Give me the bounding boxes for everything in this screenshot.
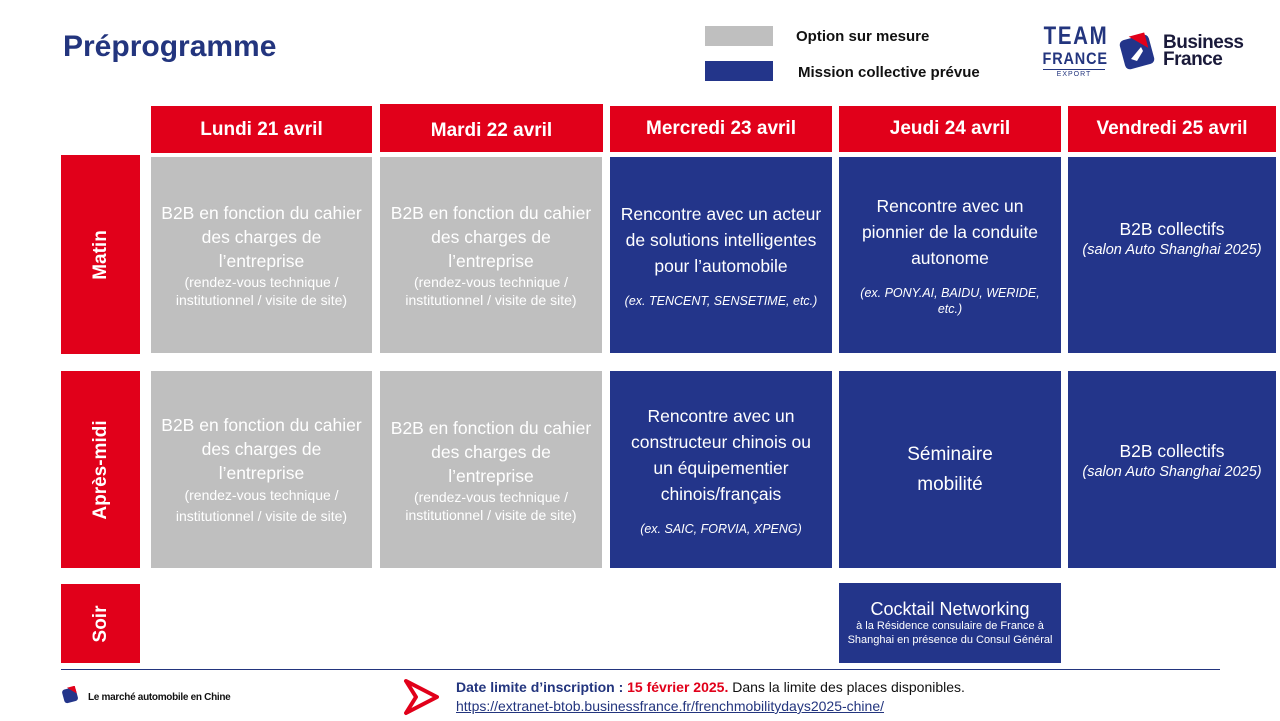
legend-label-mission: Mission collective prévue xyxy=(798,64,980,81)
registration-deadline: Date limite d’inscription : 15 février 2025. Dans la limite des places disponibles. xyxy=(456,679,965,695)
evening-thursday-cell: Cocktail Networking à la Résidence consulaire de France à Shanghai en présence du Consul Général xyxy=(839,583,1061,663)
arrow-icon xyxy=(403,678,439,716)
legend-swatch-mission xyxy=(705,61,773,81)
morning-friday-cell: B2B collectifs (salon Auto Shanghai 2025) xyxy=(1068,157,1276,353)
morning-wednesday-cell: Rencontre avec un acteur de solutions intelligentes pour l’automobile (ex. TENCENT, SENSETIME, etc.) xyxy=(610,157,832,353)
day-header-monday: Lundi 21 avril xyxy=(151,106,372,153)
business-france-logo-text: Business France xyxy=(1163,32,1244,70)
footer-brand-icon xyxy=(62,686,80,704)
afternoon-wednesday-cell: Rencontre avec un constructeur chinois ou un équipementier chinois/français (ex. SAIC, FORVIA, XPENG) xyxy=(610,371,832,568)
afternoon-tuesday-cell: B2B en fonction du cahier des charges de l’entreprise (rendez-vous technique / institutionnel / visite de site) xyxy=(380,371,602,568)
footer-brand-text: Le marché automobile en Chine xyxy=(88,692,231,703)
period-label-afternoon: Après-midi xyxy=(61,371,140,568)
afternoon-friday-cell: B2B collectifs (salon Auto Shanghai 2025) xyxy=(1068,371,1276,568)
morning-tuesday-cell: B2B en fonction du cahier des charges de l’entreprise (rendez-vous technique / institutionnel / visite de site) xyxy=(380,157,602,353)
morning-thursday-cell: Rencontre avec un pionnier de la conduite autonome (ex. PONY.AI, BAIDU, WERIDE, etc.) xyxy=(839,157,1061,353)
morning-monday-cell: B2B en fonction du cahier des charges de l’entreprise (rendez-vous technique / institutionnel / visite de site) xyxy=(151,157,372,353)
day-header-thursday: Jeudi 24 avril xyxy=(839,106,1061,152)
period-label-morning: Matin xyxy=(61,155,140,354)
day-header-friday: Vendredi 25 avril xyxy=(1068,106,1276,152)
registration-link[interactable]: https://extranet-btob.businessfrance.fr/frenchmobilitydays2025-chine/ xyxy=(456,698,885,714)
period-label-evening: Soir xyxy=(61,584,140,663)
legend-label-option: Option sur mesure xyxy=(796,28,930,45)
day-header-tuesday: Mardi 22 avril xyxy=(380,104,603,152)
footer-divider xyxy=(61,669,1220,670)
afternoon-thursday-cell: Séminaire mobilité xyxy=(839,371,1061,568)
day-header-wednesday: Mercredi 23 avril xyxy=(610,106,832,152)
team-france-export-logo: TEAM FRANCE EXPORT xyxy=(1042,22,1109,78)
legend-swatch-option xyxy=(705,26,773,46)
page-title: Préprogramme xyxy=(63,30,277,63)
afternoon-monday-cell: B2B en fonction du cahier des charges de l’entreprise (rendez-vous technique / institutionnel / visite de site) xyxy=(151,371,372,568)
business-france-logo-icon xyxy=(1119,31,1157,73)
